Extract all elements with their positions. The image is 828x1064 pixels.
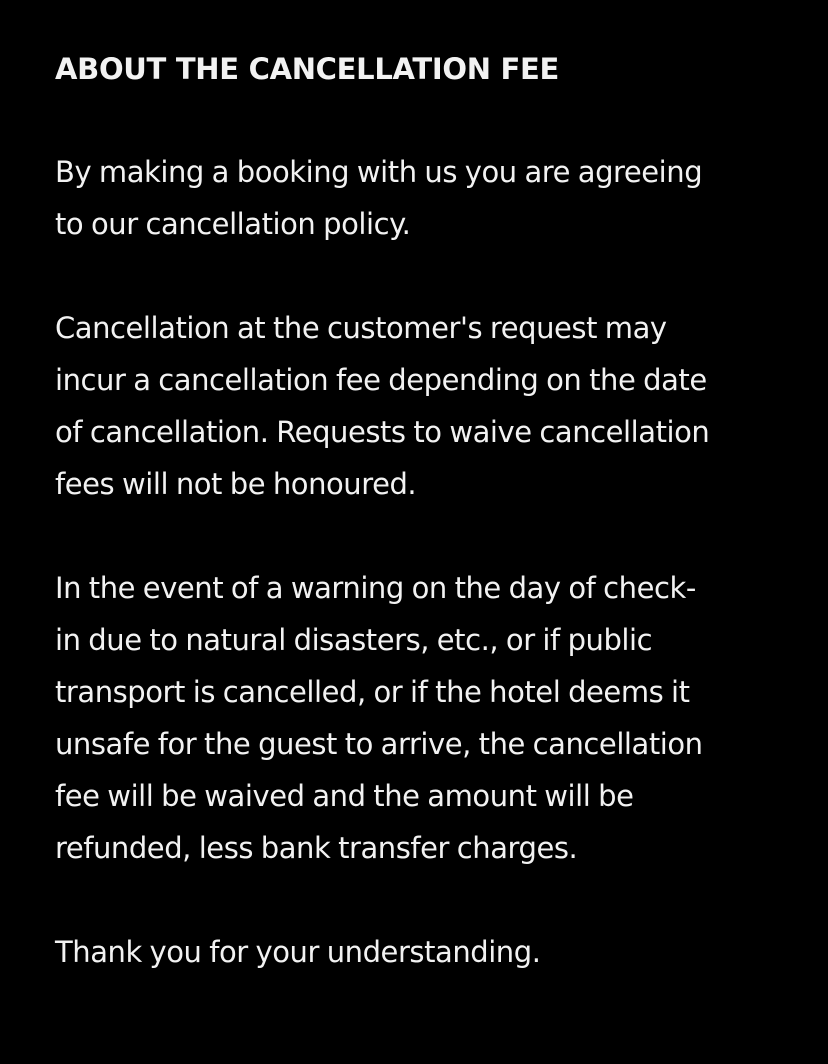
paragraph-thank-you [55, 926, 540, 978]
text-line: By making a booking with us you are agreeing [55, 155, 703, 189]
page-title: ABOUT THE CANCELLATION FEE [55, 52, 560, 86]
text-line: unsafe for the guest to arrive, the cancellation [55, 727, 703, 761]
text-line: fees will not be honoured. [55, 467, 417, 501]
text-line: In the event of a warning on the day of check- [55, 571, 696, 605]
cancellation-policy-content [55, 50, 785, 969]
paragraph-booking-agreement [55, 146, 702, 250]
text-line: of cancellation. Requests to waive cancellation [55, 415, 710, 449]
text-line: Cancellation at the customer's request may [55, 311, 667, 345]
text-line: transport is cancelled, or if the hotel deems it [55, 675, 690, 709]
text-line: in due to natural disasters, etc., or if public [55, 623, 653, 657]
text-line: to our cancellation policy. [55, 207, 411, 241]
text-line: Thank you for your understanding. [55, 935, 541, 969]
paragraph-cancellation-fee [55, 302, 709, 510]
text-line: incur a cancellation fee depending on the date [55, 363, 707, 397]
paragraph-fee-waiver [55, 562, 703, 874]
text-line: fee will be waived and the amount will be [55, 779, 634, 813]
text-line: refunded, less bank transfer charges. [55, 831, 578, 865]
